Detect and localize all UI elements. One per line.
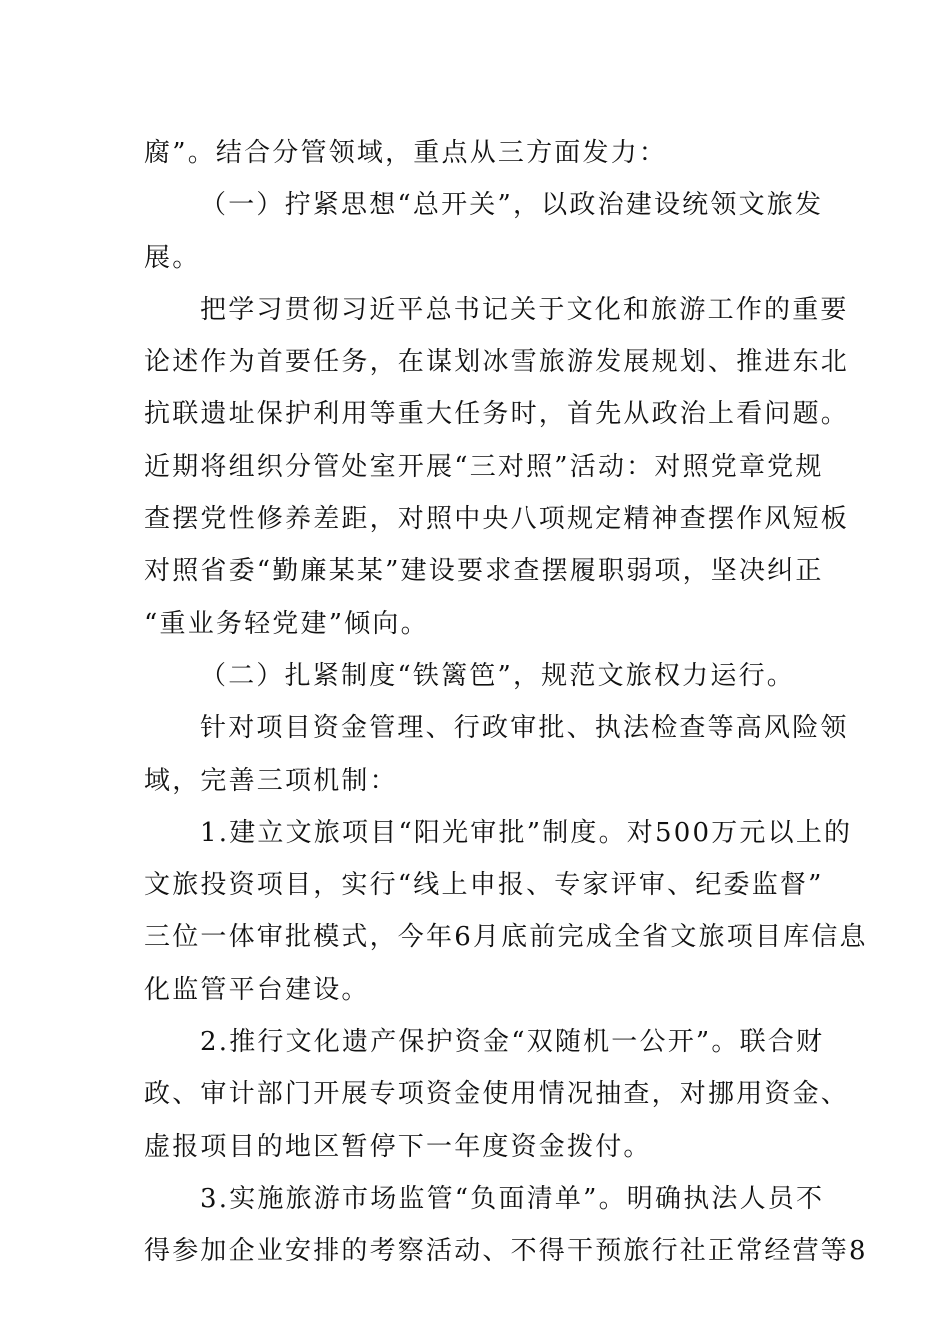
text-line: 虚报项目的地区暂停下一年度资金拨付。	[144, 1131, 652, 1162]
section-heading: （二）扎紧制度“铁篱笆”，规范文旅权力运行。	[200, 660, 795, 691]
text-line: 腐”。结合分管领域，重点从三方面发力：	[144, 138, 668, 168]
numbered-item: 1.建立文旅项目“阳光审批”制度。对500万元以上的	[200, 817, 853, 848]
text-line: 政、审计部门开展专项资金使用情况抽查，对挪用资金、	[144, 1079, 850, 1110]
text-line: 查摆党性修养差距，对照中央八项规定精神查摆作风短板	[144, 504, 850, 535]
text-line: 化监管平台建设。	[144, 974, 370, 1005]
text-line: 论述作为首要任务，在谋划冰雪旅游发展规划、推进东北	[144, 347, 850, 378]
text-line: 近期将组织分管处室开展“三对照”活动：对照党章党规	[144, 451, 824, 482]
document-body	[144, 127, 868, 1278]
text-line: 对照省委“勤廉某某”建设要求查摆履职弱项，坚决纠正	[144, 556, 824, 587]
text-line: 展。	[144, 242, 201, 273]
text-line: “重业务轻党建”倾向。	[144, 608, 429, 639]
text-line: 域，完善三项机制：	[144, 765, 398, 796]
text-line: 文旅投资项目，实行“线上申报、专家评审、纪委监督”	[144, 870, 824, 901]
numbered-item: 2.推行文化遗产保护资金“双随机一公开”。联合财	[200, 1027, 825, 1058]
text-line: 得参加企业安排的考察活动、不得干预旅行社正常经营等8	[144, 1236, 868, 1267]
numbered-item: 3.实施旅游市场监管“负面清单”。明确执法人员不	[200, 1183, 825, 1214]
paragraph-start: 针对项目资金管理、行政审批、执法检查等高风险领	[200, 713, 849, 744]
text-line: 三位一体审批模式，今年6月底前完成全省文旅项目库信息	[144, 922, 868, 953]
section-heading: （一）拧紧思想“总开关”，以政治建设统领文旅发	[200, 190, 824, 221]
paragraph-start: 把学习贯彻习近平总书记关于文化和旅游工作的重要	[200, 294, 849, 325]
text-line: 抗联遗址保护利用等重大任务时，首先从政治上看问题。	[144, 399, 850, 430]
